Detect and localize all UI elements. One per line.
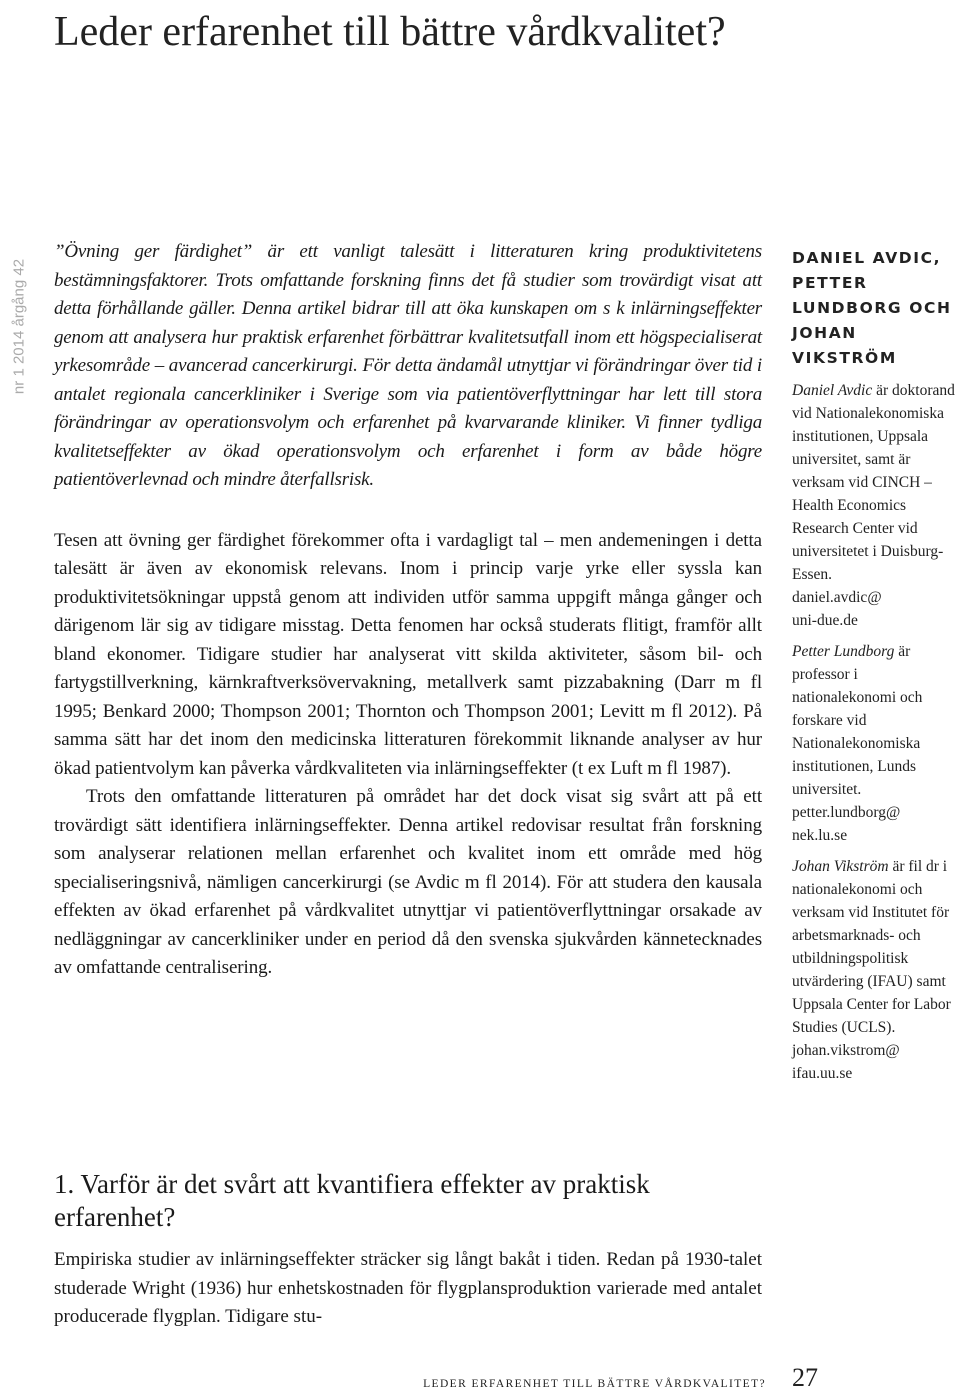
author-email-vikstrom-b[interactable]: ifau.uu.se xyxy=(792,1065,853,1082)
author-name-vikstrom: Johan Vikström xyxy=(792,858,889,875)
body-text xyxy=(54,527,762,983)
abstract: ”Övning ger färdighet” är ett vanligt talesätt i litteraturen kring produktivitetens bestämningsfaktorer. Trots omfattande forskning finns det få studier som trovärdigt visat att detta förhållande gäller. Denna artikel bidrar till att öka kunskapen om s k inlärningseffekter genom att analysera hur praktisk erfarenhet förbättrar kvalitetsutfall inom ett högspecialiserat yrkesområde – avancerad cancerkirurgi. För detta ändamål utnyttjar vi förändringar över tid i antalet regionala cancerkliniker i Sverige som via patientöverflyttningar har lett till stora förändringar av operationsvolym och erfarenhet på kvarvarande kliniker. Vi finner tydliga kvalitetseffekter av ökad operationsvolym och erfarenhet i form av både högre patientöverlevnad och mindre återfallsrisk. xyxy=(54,241,762,490)
author-email-lundborg-b[interactable]: nek.lu.se xyxy=(792,827,848,844)
article-title: Leder erfarenhet till bättre vårdkvalitet? xyxy=(54,9,726,55)
author-email-vikstrom-a[interactable]: johan.vikstrom@ xyxy=(792,1042,900,1059)
authors-heading: DANIEL AVDIC, PETTER LUNDBORG OCH JOHAN VIKSTRÖM xyxy=(792,249,952,367)
issue-meta-vertical: nr 1 2014 årgång 42 xyxy=(10,258,28,395)
author-bio-vikstrom xyxy=(792,855,960,1085)
author-bio-lundborg xyxy=(792,640,960,847)
main-column xyxy=(54,238,762,983)
section-1 xyxy=(54,1168,762,1332)
author-name-lundborg: Petter Lundborg xyxy=(792,643,895,660)
body-paragraph-2: Trots den omfattande litteraturen på området har det dock visat sig svårt att på ett trovärdigt sätt identifiera inlärningseffekter. Denna artikel redovisar resultat från forskning som analyserar relationen mellan erfarenhet och kvalitet inom ett område med hög specialiseringsnivå, nämligen cancerkirurgi (se Avdic m fl 2014). För att studera den kausala effekten av ökad erfarenhet på vårdkvalitet utnyttjar vi patientöverflyttningar orsakade av nedläggningar av cancerkliniker under en period då den svenska sjukvården kännetecknades av omfattande centralisering. xyxy=(54,786,762,978)
section-1-paragraph: Empiriska studier av inlärningseffekter sträcker sig långt bakåt i tiden. Redan på 1930-talet studerade Wright (1936) hur enhetskostnaden för flygplansproduktion varierade med antalet producerade flygplan. Tidigare stu- xyxy=(54,1249,762,1327)
author-bio-text-avdic: är doktorand vid Nationalekonomiska institutionen, Uppsala universitet, samt är verksam vid CINCH – Health Economics Research Center vid universitetet i Duisburg-Essen. xyxy=(792,382,955,583)
section-1-heading: 1. Varför är det svårt att kvantifiera effekter av praktisk erfarenhet? xyxy=(54,1169,650,1232)
author-email-avdic-a[interactable]: daniel.avdic@ xyxy=(792,589,882,606)
author-email-avdic-b[interactable]: uni-due.de xyxy=(792,612,858,629)
author-bio-text-lundborg: är professor i nationalekonomi och forskare vid Nationalekonomiska institutionen, Lunds universitet. xyxy=(792,643,923,798)
author-email-lundborg-a[interactable]: petter.lundborg@ xyxy=(792,804,901,821)
author-name-avdic: Daniel Avdic xyxy=(792,382,873,399)
author-bio-text-vikstrom: är fil dr i nationalekonomi och verksam vid Institutet för arbetsmarknads- och utbildningspolitisk utvärdering (IFAU) samt Uppsala Center for Labor Studies (UCLS). xyxy=(792,858,951,1036)
author-sidebar xyxy=(792,246,960,1093)
running-footer-title: LEDER ERFARENHET TILL BÄTTRE VÅRDKVALITET? xyxy=(423,1378,766,1390)
body-paragraph-1: Tesen att övning ger färdighet förekommer ofta i vardagligt tal – men andemeningen i detta talesätt är även av ekonomisk relevans. Inom i princip varje yrke eller syssla kan produktivitetsökningar uppstå genom att individen utför samma uppgift många gånger och därigenom lär sig av tidigare misstag. Detta fenomen har också studerats flitigt, framför allt bland ekonomer. Tidigare studier har analyserat vitt skilda aktiviteter, såsom bil- och fartygstillverkning, kärnkraftverksövervakning, metallverk samt pizzabakning (Darr m fl 1995; Benkard 2000; Thompson 2001; Thornton och Thompson 2001; Levitt m fl 2012). På samma sätt har det inom den medicinska litteraturen förekommit liknande analyser av hur ökad patientvolym kan påverka vårdkvaliteten via inlärningseffekter (t ex Luft m fl 1987). xyxy=(54,529,762,779)
author-bio-avdic xyxy=(792,379,960,632)
page-number: 27 xyxy=(792,1363,818,1392)
